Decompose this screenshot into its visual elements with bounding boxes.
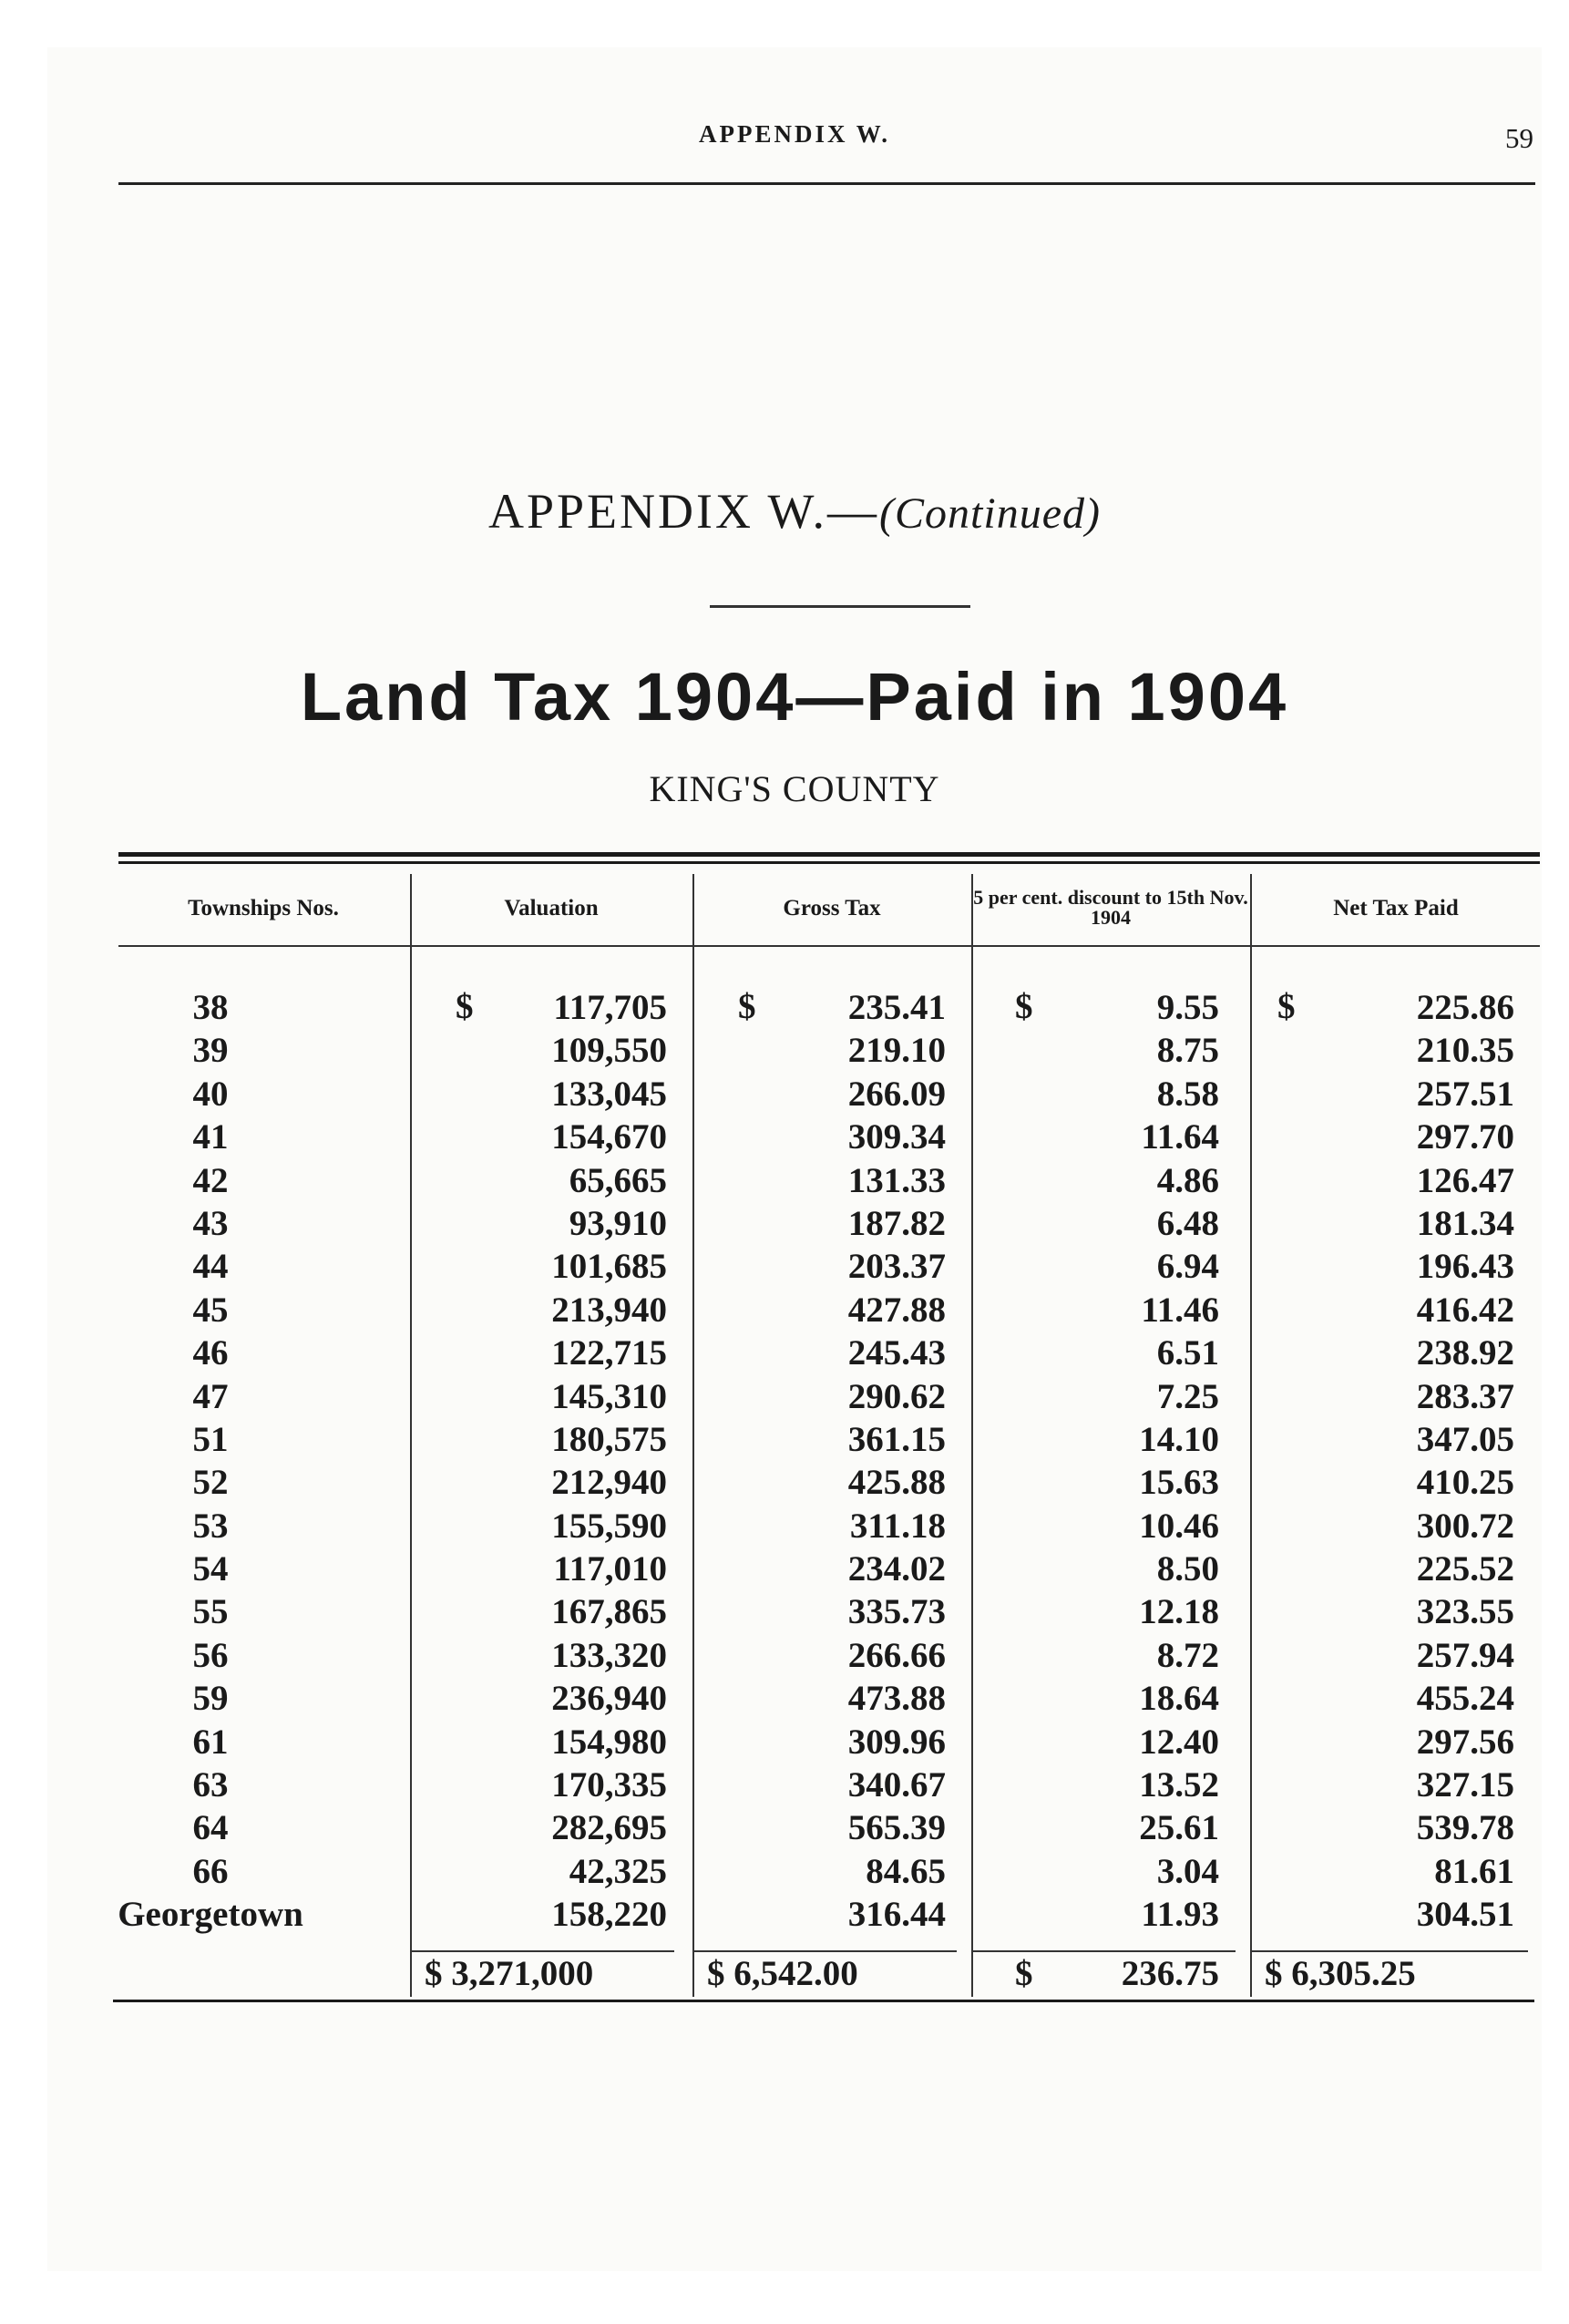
cell-valuation: 42,325	[569, 1851, 667, 1891]
cell-discount: 11.93	[1141, 1895, 1219, 1935]
cell-net-tax: 283.37	[1416, 1376, 1514, 1416]
cell-discount: 6.94	[1156, 1247, 1219, 1287]
cell-township: 63	[192, 1765, 229, 1805]
cell-township: 45	[192, 1290, 229, 1330]
cell-net-tax: 347.05	[1416, 1419, 1514, 1459]
cell-valuation: 133,045	[551, 1074, 667, 1114]
cell-gross-tax: 425.88	[847, 1463, 946, 1503]
cell-valuation: 65,665	[569, 1160, 667, 1200]
cell-net-tax: 257.94	[1416, 1635, 1514, 1675]
cell-discount: 3.04	[1156, 1851, 1219, 1891]
cell-township: 40	[192, 1074, 229, 1114]
cell-gross-tax: 565.39	[847, 1808, 946, 1848]
cell-net-tax: 323.55	[1416, 1592, 1514, 1632]
cell-net-tax: 81.61	[1434, 1851, 1514, 1891]
cell-net-tax: 304.51	[1416, 1895, 1514, 1935]
cell-township: 52	[192, 1463, 229, 1503]
cell-valuation: 236,940	[551, 1679, 667, 1719]
cell-gross-tax: 309.34	[847, 1117, 946, 1157]
page-number: 59	[1505, 122, 1533, 154]
header-rule	[118, 182, 1535, 185]
table-top-rule-thin	[118, 861, 1540, 864]
header-township: Townships Nos.	[188, 895, 339, 920]
currency-symbol: $	[1015, 987, 1033, 1026]
title-rule	[710, 605, 970, 608]
cell-gross-tax: 266.66	[847, 1635, 946, 1675]
cell-net-tax: 539.78	[1416, 1808, 1514, 1848]
cell-gross-tax: 311.18	[849, 1506, 946, 1546]
cell-township: 43	[192, 1203, 229, 1243]
cell-net-tax: 297.56	[1416, 1722, 1514, 1762]
cell-township: 56	[192, 1635, 229, 1675]
table-top-rule	[118, 852, 1540, 857]
cell-valuation: 117,010	[553, 1549, 667, 1589]
cell-township: 64	[192, 1808, 229, 1848]
cell-gross-tax: 84.65	[866, 1851, 946, 1891]
cell-gross-tax: 203.37	[847, 1247, 946, 1287]
page-sheet	[47, 47, 1542, 2271]
cell-net-tax: 327.15	[1416, 1765, 1514, 1805]
cell-valuation: 93,910	[569, 1203, 667, 1243]
cell-township: 42	[192, 1160, 229, 1200]
cell-discount: 8.75	[1156, 1031, 1219, 1071]
cell-discount: 7.25	[1156, 1376, 1219, 1416]
appendix-title	[47, 483, 1542, 540]
cell-valuation: 213,940	[551, 1290, 667, 1330]
cell-township: 66	[192, 1851, 229, 1891]
cell-township: Georgetown	[118, 1895, 303, 1935]
cell-net-tax: 196.43	[1416, 1247, 1514, 1287]
cell-discount: 11.64	[1141, 1117, 1219, 1157]
column-township	[66, 986, 355, 1937]
cell-discount: 4.86	[1156, 1160, 1219, 1200]
column-net-tax	[1252, 986, 1514, 1937]
cell-gross-tax: 290.62	[847, 1376, 946, 1416]
cell-gross-tax: 335.73	[847, 1592, 946, 1632]
cell-discount: 10.46	[1139, 1506, 1219, 1546]
cell-gross-tax: 245.43	[847, 1333, 946, 1373]
cell-discount: 8.72	[1156, 1635, 1219, 1675]
cell-township: 41	[192, 1117, 229, 1157]
cell-valuation: 145,310	[551, 1376, 667, 1416]
cell-discount: 8.58	[1156, 1074, 1219, 1114]
cell-net-tax: 126.47	[1416, 1160, 1514, 1200]
cell-township: 55	[192, 1592, 229, 1632]
cell-valuation: 109,550	[551, 1031, 667, 1071]
cell-gross-tax: 234.02	[847, 1549, 946, 1589]
total-net-tax: $ 6,305.25	[1265, 1954, 1416, 1993]
cell-net-tax: 257.51	[1416, 1074, 1514, 1114]
cell-valuation: 170,335	[551, 1765, 667, 1805]
cell-discount: 25.61	[1139, 1808, 1219, 1848]
column-discount	[973, 986, 1219, 1937]
cell-township: 38	[192, 988, 229, 1027]
cell-net-tax: 225.52	[1416, 1549, 1514, 1589]
cell-valuation: 101,685	[551, 1247, 667, 1287]
cell-township: 53	[192, 1506, 229, 1546]
total-gross-tax: $ 6,542.00	[707, 1954, 858, 1993]
cell-township: 61	[192, 1722, 229, 1762]
cell-net-tax: 300.72	[1416, 1506, 1514, 1546]
cell-township: 44	[192, 1247, 229, 1287]
appendix-title-main: APPENDIX W.—	[487, 484, 880, 539]
table-bottom-rule	[113, 2000, 1534, 2002]
total-discount: 236.75	[1121, 1954, 1219, 1993]
cell-valuation: 154,670	[551, 1117, 667, 1157]
header-discount: 5 per cent. discount to 15th Nov. 1904	[973, 886, 1248, 929]
cell-discount: 12.40	[1139, 1722, 1219, 1762]
cell-discount: 12.18	[1139, 1592, 1219, 1632]
cell-township: 54	[192, 1549, 229, 1589]
cell-valuation: 117,705	[553, 988, 667, 1027]
cell-gross-tax: 219.10	[847, 1031, 946, 1071]
cell-valuation: 167,865	[551, 1592, 667, 1632]
county-heading: KING'S COUNTY	[649, 768, 940, 809]
cell-valuation: 180,575	[551, 1419, 667, 1459]
cell-gross-tax: 316.44	[847, 1895, 946, 1935]
cell-gross-tax: 131.33	[847, 1160, 946, 1200]
cell-valuation: 212,940	[551, 1463, 667, 1503]
currency-symbol: $	[738, 987, 756, 1026]
cell-township: 47	[192, 1376, 229, 1416]
cell-net-tax: 210.35	[1416, 1031, 1514, 1071]
cell-discount: 6.48	[1156, 1203, 1219, 1243]
cell-gross-tax: 309.96	[847, 1722, 946, 1762]
cell-discount: 11.46	[1141, 1290, 1219, 1330]
cell-net-tax: 225.86	[1416, 988, 1514, 1027]
cell-net-tax: 416.42	[1416, 1290, 1514, 1330]
cell-net-tax: 297.70	[1416, 1117, 1514, 1157]
cell-gross-tax: 266.09	[847, 1074, 946, 1114]
cell-township: 46	[192, 1333, 229, 1373]
header-bottom-rule	[118, 945, 1540, 947]
cell-gross-tax: 361.15	[847, 1419, 946, 1459]
cell-valuation: 158,220	[551, 1895, 667, 1935]
running-head: APPENDIX W.	[698, 120, 891, 148]
cell-discount: 15.63	[1139, 1463, 1219, 1503]
column-valuation	[412, 986, 667, 1937]
cell-discount: 9.55	[1156, 988, 1219, 1027]
cell-discount: 6.51	[1156, 1333, 1219, 1373]
cell-gross-tax: 340.67	[847, 1765, 946, 1805]
cell-net-tax: 238.92	[1416, 1333, 1514, 1373]
column-gross-tax	[694, 986, 946, 1937]
total-valuation: $ 3,271,000	[425, 1954, 594, 1993]
currency-symbol: $	[1277, 987, 1296, 1026]
cell-discount: 18.64	[1139, 1679, 1219, 1719]
cell-valuation: 133,320	[551, 1635, 667, 1675]
currency-symbol: $	[456, 987, 474, 1026]
cell-discount: 13.52	[1139, 1765, 1219, 1805]
header-gross-tax: Gross Tax	[783, 895, 881, 920]
cell-valuation: 154,980	[551, 1722, 667, 1762]
header-valuation: Valuation	[504, 895, 599, 920]
cell-valuation: 122,715	[551, 1333, 667, 1373]
cell-net-tax: 181.34	[1416, 1203, 1514, 1243]
main-title: Land Tax 1904—Paid in 1904	[300, 659, 1289, 735]
cell-township: 51	[192, 1419, 229, 1459]
appendix-title-continued: (Continued)	[879, 489, 1102, 538]
cell-valuation: 155,590	[551, 1506, 667, 1546]
header-net-tax: Net Tax Paid	[1333, 895, 1459, 920]
cell-gross-tax: 427.88	[847, 1290, 946, 1330]
cell-discount: 14.10	[1139, 1419, 1219, 1459]
cell-discount: 8.50	[1156, 1549, 1219, 1589]
cell-valuation: 282,695	[551, 1808, 667, 1848]
total-discount-currency: $	[1015, 1954, 1033, 1993]
cell-gross-tax: 187.82	[847, 1203, 946, 1243]
cell-net-tax: 455.24	[1416, 1679, 1514, 1719]
cell-net-tax: 410.25	[1416, 1463, 1514, 1503]
cell-township: 59	[192, 1679, 229, 1719]
cell-gross-tax: 235.41	[847, 988, 946, 1027]
cell-township: 39	[192, 1031, 229, 1071]
cell-gross-tax: 473.88	[847, 1679, 946, 1719]
